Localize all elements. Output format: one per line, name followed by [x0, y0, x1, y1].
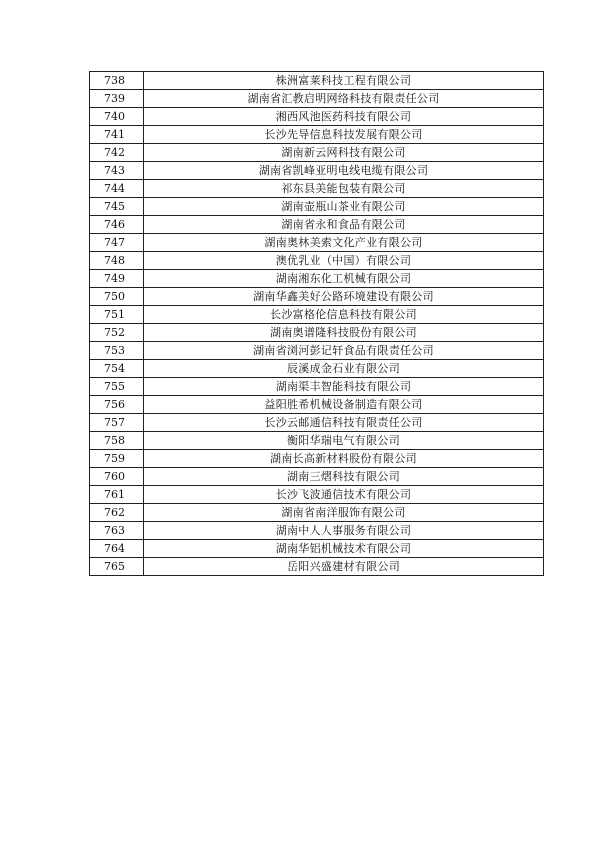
table-row — [90, 396, 544, 414]
row-number: 761 — [90, 486, 144, 504]
row-number: 745 — [90, 198, 144, 216]
row-number: 742 — [90, 144, 144, 162]
row-number: 747 — [90, 234, 144, 252]
row-number: 752 — [90, 324, 144, 342]
row-number: 758 — [90, 432, 144, 450]
row-number: 739 — [90, 90, 144, 108]
row-number: 749 — [90, 270, 144, 288]
table-row — [90, 540, 544, 558]
table-row — [90, 270, 544, 288]
row-number: 753 — [90, 342, 144, 360]
company-name: 湖南中人人事服务有限公司 — [144, 522, 544, 540]
row-number: 743 — [90, 162, 144, 180]
company-name: 湖南省浏河彭记轩食品有限责任公司 — [144, 342, 544, 360]
table-row — [90, 108, 544, 126]
table-row — [90, 450, 544, 468]
table-row — [90, 504, 544, 522]
row-number: 751 — [90, 306, 144, 324]
company-name: 湖南三熠科技有限公司 — [144, 468, 544, 486]
company-name: 株洲富莱科技工程有限公司 — [144, 72, 544, 90]
table-row — [90, 414, 544, 432]
company-name: 湖南奥林美索文化产业有限公司 — [144, 234, 544, 252]
table-row — [90, 288, 544, 306]
table-row — [90, 378, 544, 396]
table-row — [90, 72, 544, 90]
table-body — [90, 72, 544, 576]
table-row — [90, 252, 544, 270]
company-name: 长沙云邮通信科技有限责任公司 — [144, 414, 544, 432]
row-number: 760 — [90, 468, 144, 486]
row-number: 759 — [90, 450, 144, 468]
row-number: 764 — [90, 540, 144, 558]
row-number: 755 — [90, 378, 144, 396]
company-name: 湖南华铝机械技术有限公司 — [144, 540, 544, 558]
table-row — [90, 342, 544, 360]
table-row — [90, 144, 544, 162]
company-name: 长沙先导信息科技发展有限公司 — [144, 126, 544, 144]
row-number: 762 — [90, 504, 144, 522]
company-name: 湖南省凯峰亚明电线电缆有限公司 — [144, 162, 544, 180]
row-number: 746 — [90, 216, 144, 234]
table-row — [90, 522, 544, 540]
company-name: 湖南新云网科技有限公司 — [144, 144, 544, 162]
company-name: 湖南省南洋服饰有限公司 — [144, 504, 544, 522]
company-name: 湖南省汇教启明网络科技有限责任公司 — [144, 90, 544, 108]
row-number: 750 — [90, 288, 144, 306]
row-number: 763 — [90, 522, 144, 540]
table-row — [90, 180, 544, 198]
table-row — [90, 468, 544, 486]
table-row — [90, 432, 544, 450]
table-row — [90, 324, 544, 342]
company-name: 长沙飞波通信技术有限公司 — [144, 486, 544, 504]
row-number: 757 — [90, 414, 144, 432]
company-name: 辰溪成金石业有限公司 — [144, 360, 544, 378]
company-name: 湖南壶瓶山茶业有限公司 — [144, 198, 544, 216]
row-number: 754 — [90, 360, 144, 378]
table-row — [90, 234, 544, 252]
company-name: 益阳胜希机械设备制造有限公司 — [144, 396, 544, 414]
company-name: 澳优乳业（中国）有限公司 — [144, 252, 544, 270]
company-name: 湖南湘东化工机械有限公司 — [144, 270, 544, 288]
company-list-table — [89, 71, 544, 576]
company-name: 湖南华鑫美好公路环境建设有限公司 — [144, 288, 544, 306]
row-number: 765 — [90, 558, 144, 576]
company-name: 长沙富格伦信息科技有限公司 — [144, 306, 544, 324]
row-number: 740 — [90, 108, 144, 126]
table-row — [90, 360, 544, 378]
table-row — [90, 198, 544, 216]
table-row — [90, 126, 544, 144]
company-name: 岳阳兴盛建材有限公司 — [144, 558, 544, 576]
row-number: 744 — [90, 180, 144, 198]
table-row — [90, 162, 544, 180]
company-name: 祁东县美能包装有限公司 — [144, 180, 544, 198]
table-row — [90, 306, 544, 324]
table-row — [90, 486, 544, 504]
table-row — [90, 90, 544, 108]
row-number: 748 — [90, 252, 144, 270]
table-row — [90, 558, 544, 576]
row-number: 756 — [90, 396, 144, 414]
company-name: 衡阳华瑞电气有限公司 — [144, 432, 544, 450]
company-name: 湘西风池医药科技有限公司 — [144, 108, 544, 126]
company-name: 湖南渠丰智能科技有限公司 — [144, 378, 544, 396]
row-number: 741 — [90, 126, 144, 144]
company-name: 湖南省永和食品有限公司 — [144, 216, 544, 234]
table-row — [90, 216, 544, 234]
company-name: 湖南长高新材料股份有限公司 — [144, 450, 544, 468]
row-number: 738 — [90, 72, 144, 90]
company-name: 湖南奥谱隆科技股份有限公司 — [144, 324, 544, 342]
